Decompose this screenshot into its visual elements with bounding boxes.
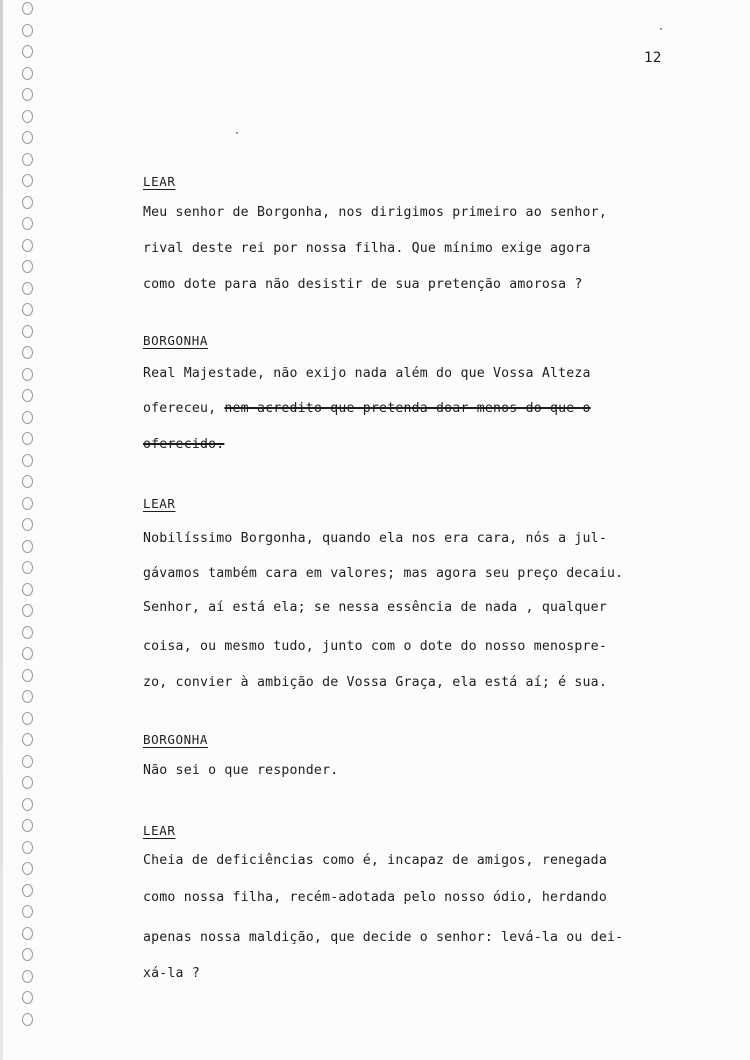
binder-hole xyxy=(22,411,33,424)
dialogue-line: apenas nossa maldição, que decide o senhor: levá-la ou dei- xyxy=(143,930,624,945)
binder-hole xyxy=(22,604,33,617)
binder-hole xyxy=(22,776,33,789)
binder-hole xyxy=(22,948,33,961)
binder-hole xyxy=(22,905,33,918)
binder-hole xyxy=(22,368,33,381)
binder-hole xyxy=(22,325,33,338)
binder-hole xyxy=(22,196,33,209)
binder-hole xyxy=(22,24,33,37)
page-number: 12 xyxy=(644,50,662,66)
dialogue-line: Não sei o que responder. xyxy=(143,763,339,778)
binder-hole xyxy=(22,841,33,854)
binder-hole xyxy=(22,497,33,510)
binder-hole xyxy=(22,712,33,725)
speaker-name: BORGONHA xyxy=(143,333,209,348)
binder-hole xyxy=(22,174,33,187)
binder-hole xyxy=(22,454,33,467)
binder-hole xyxy=(22,260,33,273)
binder-hole xyxy=(22,733,33,746)
dialogue-line: Real Majestade, não exijo nada além do que Vossa Alteza xyxy=(143,366,591,381)
binder-hole xyxy=(22,819,33,832)
binder-hole xyxy=(22,432,33,445)
stray-mark xyxy=(236,132,238,134)
binder-hole xyxy=(22,389,33,402)
binder-hole xyxy=(22,67,33,80)
plain-text: ofereceu, xyxy=(143,401,217,416)
binder-hole xyxy=(22,282,33,295)
dialogue-line: zo, convier à ambição de Vossa Graça, ela está aí; é sua. xyxy=(143,675,607,690)
page-edge xyxy=(0,0,3,1060)
binder-hole xyxy=(22,862,33,875)
binder-hole xyxy=(22,970,33,983)
dialogue-line: coisa, ou mesmo tudo, junto com o dote do nosso menospre- xyxy=(143,639,607,654)
dialogue-line: Senhor, aí está ela; se nessa essência de nada , qualquer xyxy=(143,600,607,615)
speaker-name: LEAR xyxy=(143,823,176,838)
binder-hole xyxy=(22,131,33,144)
dialogue-line: como dote para não desistir de sua pretenção amorosa ? xyxy=(143,277,583,292)
binder-hole xyxy=(22,45,33,58)
dialogue-line: Cheia de deficiências como é, incapaz de amigos, renegada xyxy=(143,853,607,868)
dialogue-line: rival deste rei por nossa filha. Que mínimo exige agora xyxy=(143,241,591,256)
stray-mark xyxy=(660,28,662,30)
binder-holes xyxy=(22,0,42,1060)
speaker-name: LEAR xyxy=(143,496,176,511)
binder-hole xyxy=(22,755,33,768)
binder-hole xyxy=(22,927,33,940)
struck-text: oferecido. xyxy=(143,437,225,452)
dialogue-line: Nobilíssimo Borgonha, quando ela nos era cara, nós a jul- xyxy=(143,531,607,546)
binder-hole xyxy=(22,798,33,811)
binder-hole xyxy=(22,626,33,639)
binder-hole xyxy=(22,561,33,574)
binder-hole xyxy=(22,88,33,101)
binder-hole xyxy=(22,2,33,15)
dialogue-line-struck xyxy=(143,437,224,452)
binder-hole xyxy=(22,110,33,123)
struck-text: nem acredito que pretenda doar menos do que o xyxy=(224,401,591,416)
dialogue-line: Meu senhor de Borgonha, nos dirigimos primeiro ao senhor, xyxy=(143,205,607,220)
binder-hole xyxy=(22,346,33,359)
binder-hole xyxy=(22,1013,33,1026)
dialogue-line: xá-la ? xyxy=(143,966,200,981)
binder-hole xyxy=(22,884,33,897)
dialogue-line: como nossa filha, recém-adotada pelo nosso ódio, herdando xyxy=(143,890,607,905)
binder-hole xyxy=(22,153,33,166)
binder-hole xyxy=(22,991,33,1004)
binder-hole xyxy=(22,217,33,230)
dialogue-line-with-strike xyxy=(143,401,591,416)
binder-hole xyxy=(22,540,33,553)
binder-hole xyxy=(22,518,33,531)
binder-hole xyxy=(22,647,33,660)
binder-hole xyxy=(22,583,33,596)
speaker-name: BORGONHA xyxy=(143,732,209,747)
binder-hole xyxy=(22,303,33,316)
binder-hole xyxy=(22,690,33,703)
speaker-name: LEAR xyxy=(143,174,176,189)
binder-hole xyxy=(22,669,33,682)
binder-hole xyxy=(22,239,33,252)
dialogue-line: gávamos também cara em valores; mas agora seu preço decaiu. xyxy=(143,566,624,581)
binder-hole xyxy=(22,475,33,488)
